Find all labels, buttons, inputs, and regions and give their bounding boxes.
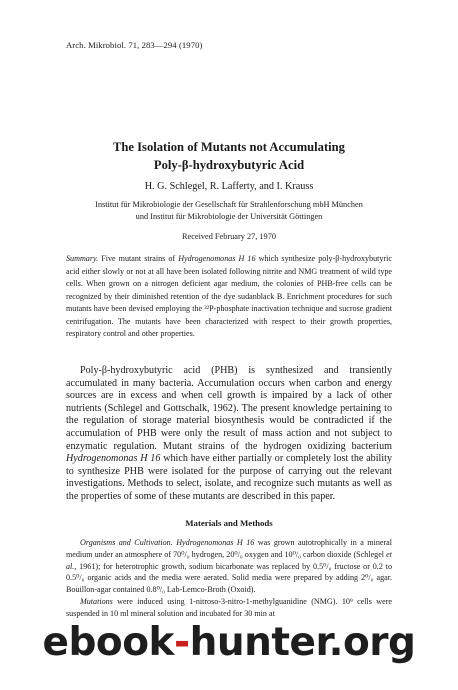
paper-title — [40, 138, 418, 174]
methods-p1-text-a: was grown autotrophically in a mineral medium under an atmosphere of 70⁰/₀ hydrogen, 20⁰/₀ oxygen and 10⁰/₀ carbon dioxide (Schlegel — [66, 538, 392, 559]
abstract-organism: Hydrogenomonas H 16 — [178, 254, 256, 263]
watermark-dash: - — [173, 620, 190, 665]
methods-paragraph-1 — [66, 537, 392, 596]
methods-p1-text-b: , 1961); for heterotrophic growth, sodium bicarbonate was replaced by 0.5⁰/₀ fructose or 0.2 to 0.5⁰/₀ organic acids and the media were aerated. Solid media were prepared by adding 2⁰/₀ agar. Bouillon-agar contained 0.8⁰/₀ Lab-Lemco-Broth (Oxoid). — [66, 561, 392, 595]
journal-reference: Arch. Mikrobiol. 71, 283—294 (1970) — [66, 40, 203, 50]
watermark-text — [0, 620, 458, 665]
watermark-part-1: ebook — [42, 620, 174, 665]
intro-text-a: Poly-β-hydroxybutyric acid (PHB) is synthesized and transiently accumulated in many bacteria. Accumulation occurs when carbon and energy sources are in excess and when cell growth is impaired by a lack of other nutrients (Schlegel and Gottschalk, 1962). The present knowledge pertaining to the regulation of storage material biosynthesis would be contradicted if the accumulation of PHB were only the result of mass action and not subject to enzymatic regulation. Mutant strains of the hydrogen oxidizing bacterium — [66, 365, 392, 452]
author-list: H. G. Schlegel, R. Lafferty, and I. Krauss — [144, 181, 314, 192]
watermark-part-2: hunter.org — [189, 620, 416, 665]
title-line-2: Poly-β-hydroxybutyric Acid — [153, 158, 305, 172]
intro-text-b: which have either partially or completely lost the ability to synthesize PHB were isolated for the purpose of carrying out the relevant investigations. Methods to select, isolate, and recognize such mutants as well as the properties of some of these mutants are described in this paper. — [66, 453, 392, 502]
methods-p1-etal: et al. — [66, 549, 392, 571]
methods-p2-label: Mutations — [80, 596, 113, 606]
methods-p2-text: were induced using 1-nitroso-3-nitro-1-methylguanidine (NMG). 10⁹ cells were suspended in 10 ml mineral solution and incubated for 30 min at — [66, 596, 392, 618]
methods-p1-label: Organisms and Cultivation. Hydrogenomonas H 16 — [80, 538, 255, 547]
abstract-text-b: which synthesize poly-β-hydroxybutyric acid either slowly or not at all have been isolated following nitrite and NMG treatment of wild type cells. When grown on a nitrogen deficient agar medium, the colonies of PHB-free cells can be recognized by their diminished retention of the dye sudanblack B. Enrichment procedures for such mutants have been devised employing the ³²P-phosphate inactivation technique and sucrose gradient centrifugation. The mutants have been characterized with respect to their growth properties, respiratory control and other properties. — [66, 254, 392, 338]
abstract-text-a: Five mutant strains of — [98, 254, 179, 263]
introduction-paragraph — [66, 365, 392, 504]
section-heading-methods: Materials and Methods — [185, 518, 273, 528]
title-line-1: The Isolation of Mutants not Accumulating — [113, 140, 345, 154]
watermark-banner — [0, 608, 458, 680]
intro-organism: Hydrogenomonas H 16 — [66, 453, 161, 465]
affiliation-line-2: und Institut für Mikrobiologie der Universität Göttingen — [135, 212, 323, 222]
received-date: Received February 27, 1970 — [181, 232, 276, 241]
affiliation-line-1: Institut für Mikrobiologie der Gesellschaft für Strahlenforschung mbH München — [95, 200, 363, 209]
abstract — [66, 253, 392, 341]
affiliation — [66, 199, 392, 224]
abstract-label: Summary. — [66, 254, 99, 263]
